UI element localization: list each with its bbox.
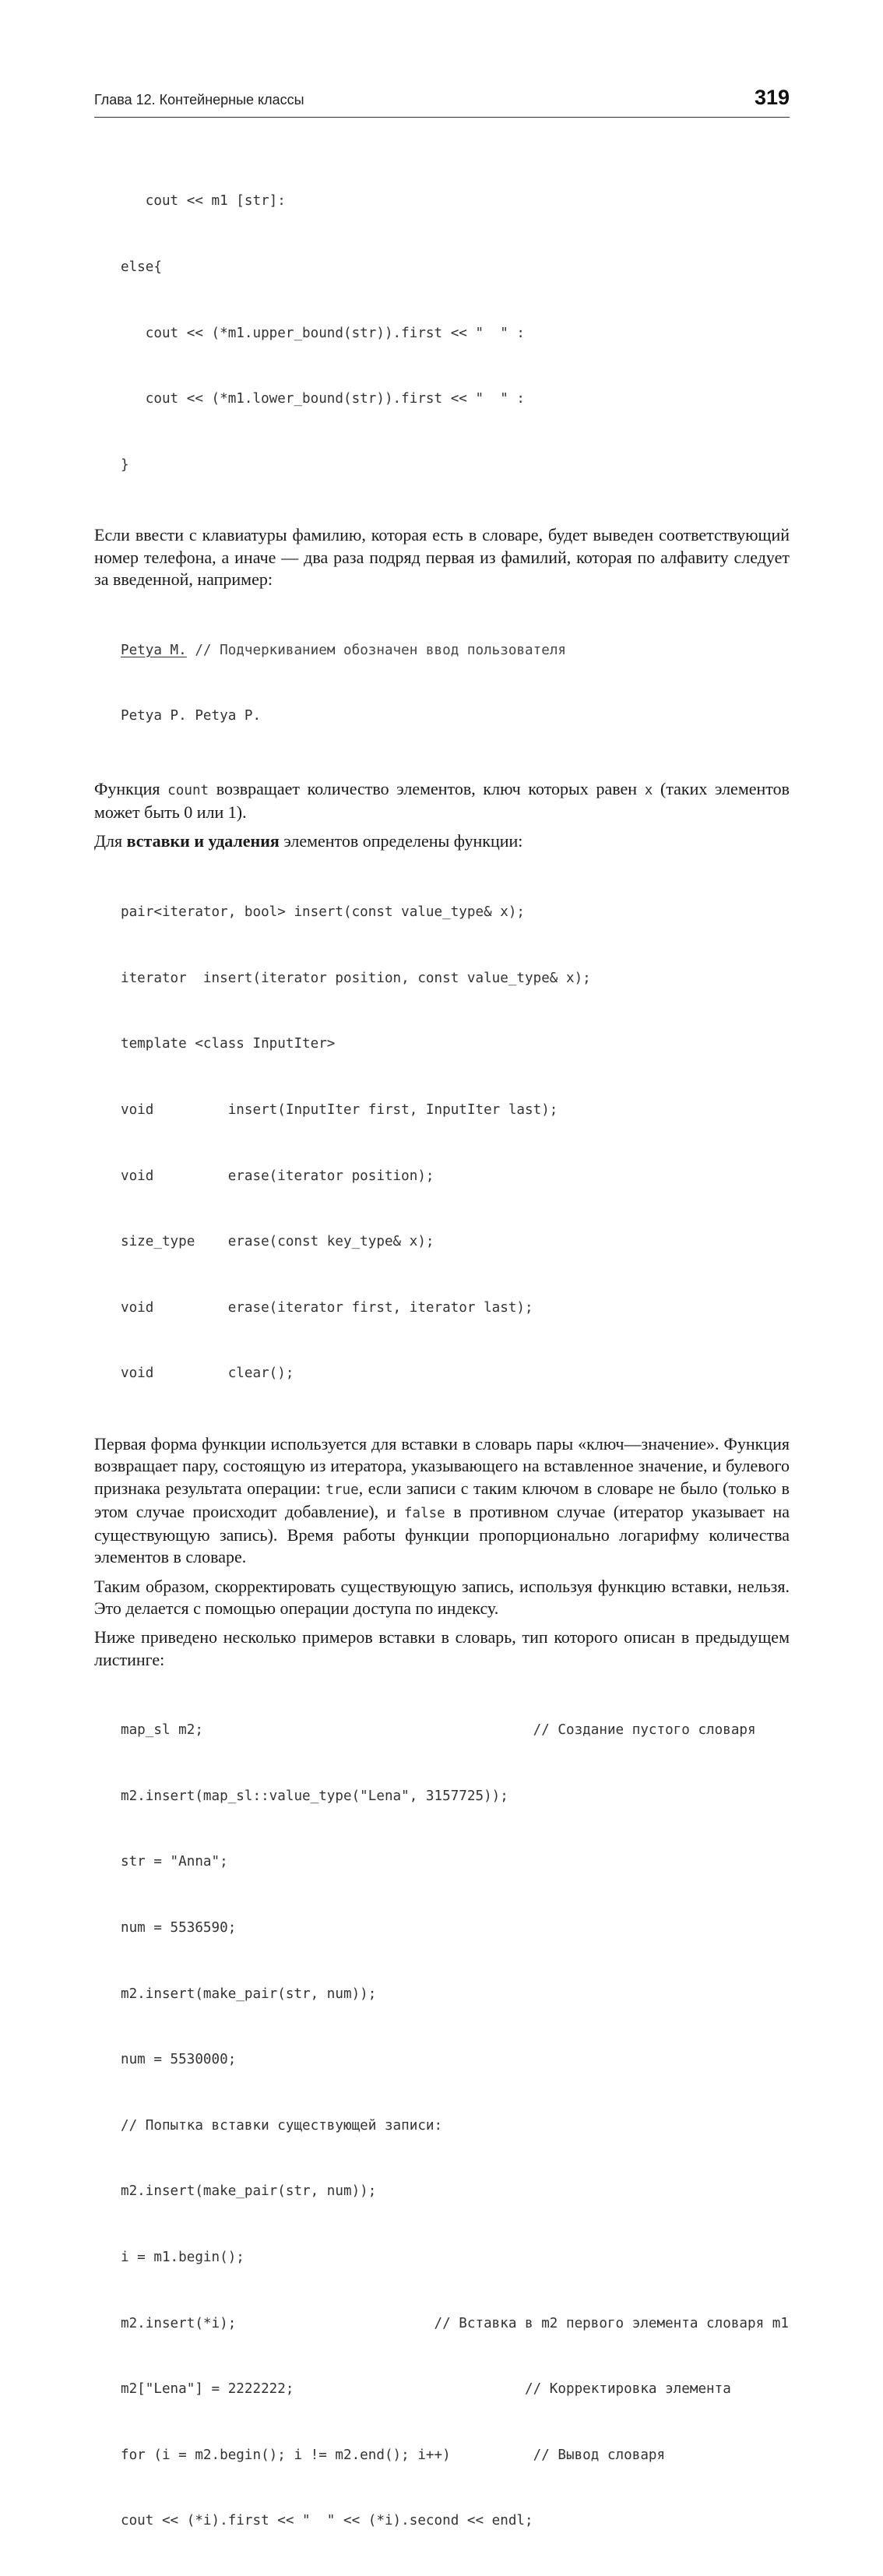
user-input-text: Petya M. xyxy=(121,642,187,658)
code-line: else{ xyxy=(121,259,162,275)
code-line: } xyxy=(121,456,129,473)
inline-code: count xyxy=(167,782,209,798)
code-line xyxy=(121,640,790,661)
paragraph-correction-note: Таким образом, скорректировать существующую запись, используя функцию вставки, нельзя. Это делается с помощью операции доступа по индексу. xyxy=(94,1576,790,1618)
code-line: num = 5536590; xyxy=(121,1920,237,1936)
code-line: void erase(iterator first, iterator last); xyxy=(121,1299,533,1316)
text-run: возвращает количество элементов, ключ которых равен xyxy=(209,778,645,798)
code-line: i = m1.begin(); xyxy=(121,2250,244,2266)
text-run: в противном случае (итератор указывает на существующую запись). Время работы функции пропорционально логарифму количества элементов в словаре. xyxy=(94,1501,790,1567)
code-line: num = 5530000; xyxy=(121,2052,237,2068)
text-run: Для xyxy=(94,831,127,851)
code-listing-3 xyxy=(94,858,790,1429)
code-comment: // Подчеркиванием обозначен ввод пользователя xyxy=(186,642,566,658)
chapter-title: Глава 12. Контейнерные классы xyxy=(94,92,304,107)
inline-code: true xyxy=(325,1482,359,1498)
code-line: size_type erase(const key_type& x); xyxy=(121,1234,434,1250)
code-line: pair<iterator, bool> insert(const value_type& x); xyxy=(121,904,526,921)
paragraph-insert-erase-intro xyxy=(94,830,790,852)
paragraph-examples-intro: Ниже приведено несколько примеров вставки в словарь, тип которого описан в предыдущем листинге: xyxy=(94,1627,790,1669)
code-line: cout << m1 [str]: xyxy=(121,193,286,210)
page-number: 319 xyxy=(754,86,790,109)
code-line: cout << (*m1.upper_bound(str)).first << " " : xyxy=(121,325,526,341)
code-line: Petya P. Petya P. xyxy=(121,708,262,724)
paragraph-insert-description xyxy=(94,1433,790,1569)
paragraph-dictionary-lookup: Если ввести с клавиатуры фамилию, которая есть в словаре, будет выведен соответствующий номер телефона, а иначе — два раза подряд первая из фамилий, которая по алфавиту следует за введенной, например: xyxy=(94,525,790,589)
code-listing-2 xyxy=(94,595,790,771)
running-head xyxy=(94,86,790,118)
code-line: m2.insert(make_pair(str, num)); xyxy=(121,2183,377,2200)
code-line: template <class InputIter> xyxy=(121,1036,336,1052)
code-line: void erase(iterator position); xyxy=(121,1168,434,1184)
code-line: str = "Anna"; xyxy=(121,1854,228,1870)
inline-code: x xyxy=(644,782,653,798)
code-line: void clear(); xyxy=(121,1366,294,1382)
code-line: iterator insert(iterator position, const value_type& x); xyxy=(121,970,591,986)
code-line: void insert(InputIter first, InputIter last); xyxy=(121,1101,558,1118)
code-listing-4 xyxy=(94,1676,790,2576)
bold-term: вставки и удаления xyxy=(126,831,280,851)
code-line: cout << (*i).first << " " << (*i).second << endl; xyxy=(121,2513,533,2529)
code-line: for (i = m2.begin(); i != m2.end(); i++) // Вывод словаря xyxy=(121,2447,666,2463)
code-line: m2.insert(map_sl::value_type("Lena", 3157725)); xyxy=(121,1788,508,1804)
text-run: Первая форма функции используется для вставки в словарь пары «ключ—значение». Функция возвращает пару, состоящую из итератора, указывающего на вставленное значение, и булевого признака результата операции: xyxy=(94,1433,790,1498)
code-line: map_sl m2; // Создание пустого словаря xyxy=(121,1722,756,1739)
paragraph-count-function xyxy=(94,778,790,824)
text-run: , если записи с таким ключом в словаре не было (только в этом случае происходит добавление), и xyxy=(94,1478,790,1521)
text-run: Функция xyxy=(94,778,168,798)
code-line: m2["Lena"] = 2222222; // Корректировка элемента xyxy=(121,2381,731,2398)
page-body xyxy=(94,146,790,2576)
code-line: cout << (*m1.lower_bound(str)).first << " " : xyxy=(121,391,526,407)
text-run: (таких элементов может быть 0 или 1). xyxy=(94,778,790,823)
text-run: элементов определены функции: xyxy=(279,831,523,851)
code-listing-1 xyxy=(94,146,790,520)
inline-code: false xyxy=(403,1505,445,1521)
code-line: m2.insert(*i); // Вставка в m2 первого элемента словаря m1 xyxy=(121,2315,789,2331)
code-line: m2.insert(make_pair(str, num)); xyxy=(121,1986,377,2002)
code-line: // Попытка вставки существующей записи: xyxy=(121,2117,443,2134)
